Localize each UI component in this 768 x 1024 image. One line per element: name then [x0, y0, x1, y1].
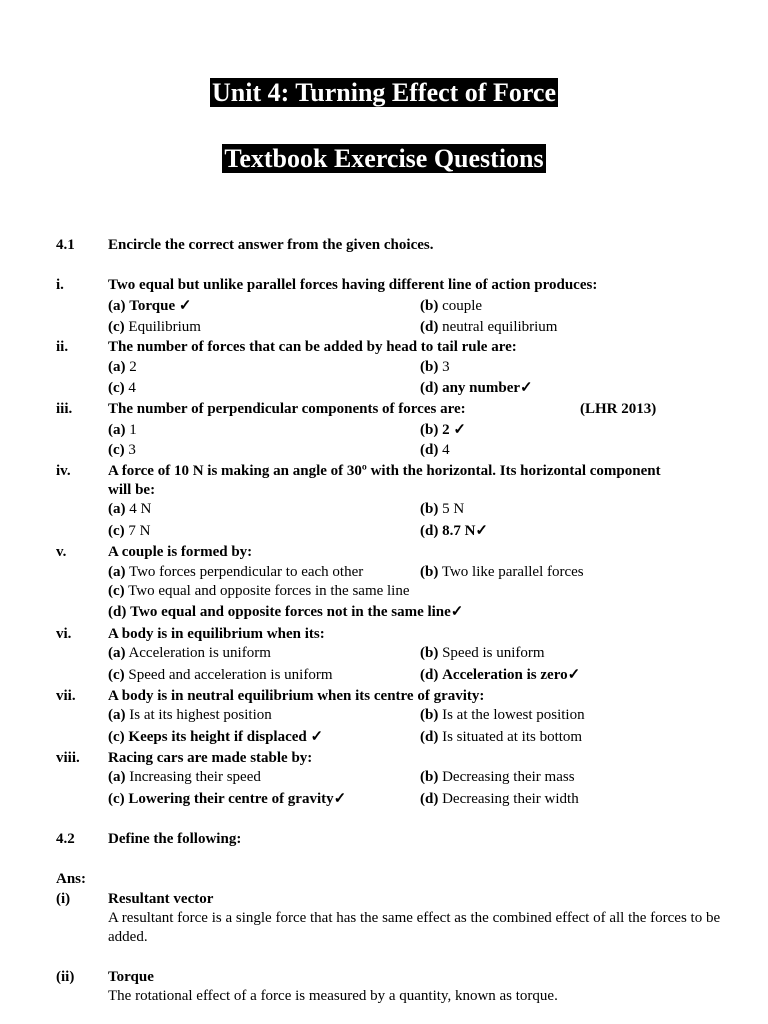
question-text: Two equal but unlike parallel forces having different line of action produces: — [108, 277, 598, 293]
definition-text: The rotational effect of a force is measured by a quantity, known as torque. — [108, 988, 558, 1004]
question-text: The number of forces that can be added by head to tail rule are: — [108, 339, 517, 355]
option-c: (c) 3 — [108, 442, 136, 458]
question-number: viii. — [56, 750, 80, 766]
definition-term: Resultant vector — [108, 891, 214, 907]
option-b: (b) 5 N — [420, 501, 465, 517]
option-d: (d) Acceleration is zero✓ — [420, 667, 581, 683]
option-d: (d) Two equal and opposite forces not in the same line✓ — [108, 604, 464, 620]
option-c: (c) 4 — [108, 380, 136, 396]
option-b: (b) 3 — [420, 359, 450, 375]
question-text: The number of perpendicular components of forces are: — [108, 401, 466, 417]
option-b: (b) couple — [420, 298, 483, 314]
option-c: (c) Equilibrium — [108, 319, 201, 335]
question-number: v. — [56, 544, 67, 560]
definition-term: Torque — [108, 969, 154, 985]
unit-title-banner — [0, 78, 768, 108]
definition-number: (ii) — [56, 969, 75, 985]
question-text: A body is in neutral equilibrium when its centre of gravity: — [108, 688, 485, 704]
option-a: (a) Acceleration is uniform — [108, 645, 271, 661]
option-d: (d) any number✓ — [420, 380, 533, 396]
section-number: 4.2 — [56, 831, 75, 847]
option-c: (c) Two equal and opposite forces in the same line — [108, 583, 410, 599]
page-subtitle: Textbook Exercise Questions — [224, 144, 544, 173]
question-text: A body is in equilibrium when its: — [108, 626, 325, 642]
exam-reference: (LHR 2013) — [580, 401, 657, 417]
definition-number: (i) — [56, 891, 71, 907]
option-a: (a) Torque ✓ — [108, 298, 192, 314]
section-instruction: Encircle the correct answer from the given choices. — [108, 237, 434, 253]
unit-title: Unit 4: Turning Effect of Force — [212, 78, 556, 107]
option-d: (d) Decreasing their width — [420, 791, 579, 807]
question-text-continued: will be: — [108, 482, 156, 498]
option-b: (b) Decreasing their mass — [420, 769, 575, 785]
question-text: Racing cars are made stable by: — [108, 750, 313, 766]
question-number: vi. — [56, 626, 72, 642]
question-number: iv. — [56, 463, 71, 479]
option-a: (a) Two forces perpendicular to each other — [108, 564, 364, 580]
question-text: A force of 10 N is making an angle of 30º with the horizontal. Its horizontal component — [108, 463, 661, 479]
question-number: ii. — [56, 339, 69, 355]
option-b: (b) Speed is uniform — [420, 645, 545, 661]
option-d: (d) 8.7 N✓ — [420, 523, 488, 539]
option-b: (b) Two like parallel forces — [420, 564, 584, 580]
option-b: (b) 2 ✓ — [420, 422, 466, 438]
option-b: (b) Is at the lowest position — [420, 707, 585, 723]
question-number: i. — [56, 277, 64, 293]
answer-label: Ans: — [56, 871, 87, 887]
definition-text: A resultant force is a single force that has the same effect as the combined effect of all the forces to be added. — [108, 910, 721, 945]
option-c: (c) Keeps its height if displaced ✓ — [108, 729, 324, 745]
option-a: (a) 1 — [108, 422, 137, 438]
option-c: (c) 7 N — [108, 523, 151, 539]
option-c: (c) Speed and acceleration is uniform — [108, 667, 333, 683]
option-a: (a) Increasing their speed — [108, 769, 261, 785]
option-d: (d) Is situated at its bottom — [420, 729, 583, 745]
option-d: (d) 4 — [420, 442, 450, 458]
option-a: (a) 4 N — [108, 501, 152, 517]
option-c: (c) Lowering their centre of gravity✓ — [108, 791, 347, 807]
section-number: 4.1 — [56, 237, 75, 253]
option-a: (a) 2 — [108, 359, 137, 375]
question-number: vii. — [56, 688, 76, 704]
option-d: (d) neutral equilibrium — [420, 319, 558, 335]
option-a: (a) Is at its highest position — [108, 707, 272, 723]
section-instruction: Define the following: — [108, 831, 242, 847]
question-number: iii. — [56, 401, 73, 417]
subtitle-banner — [0, 144, 768, 174]
question-text: A couple is formed by: — [108, 544, 253, 560]
